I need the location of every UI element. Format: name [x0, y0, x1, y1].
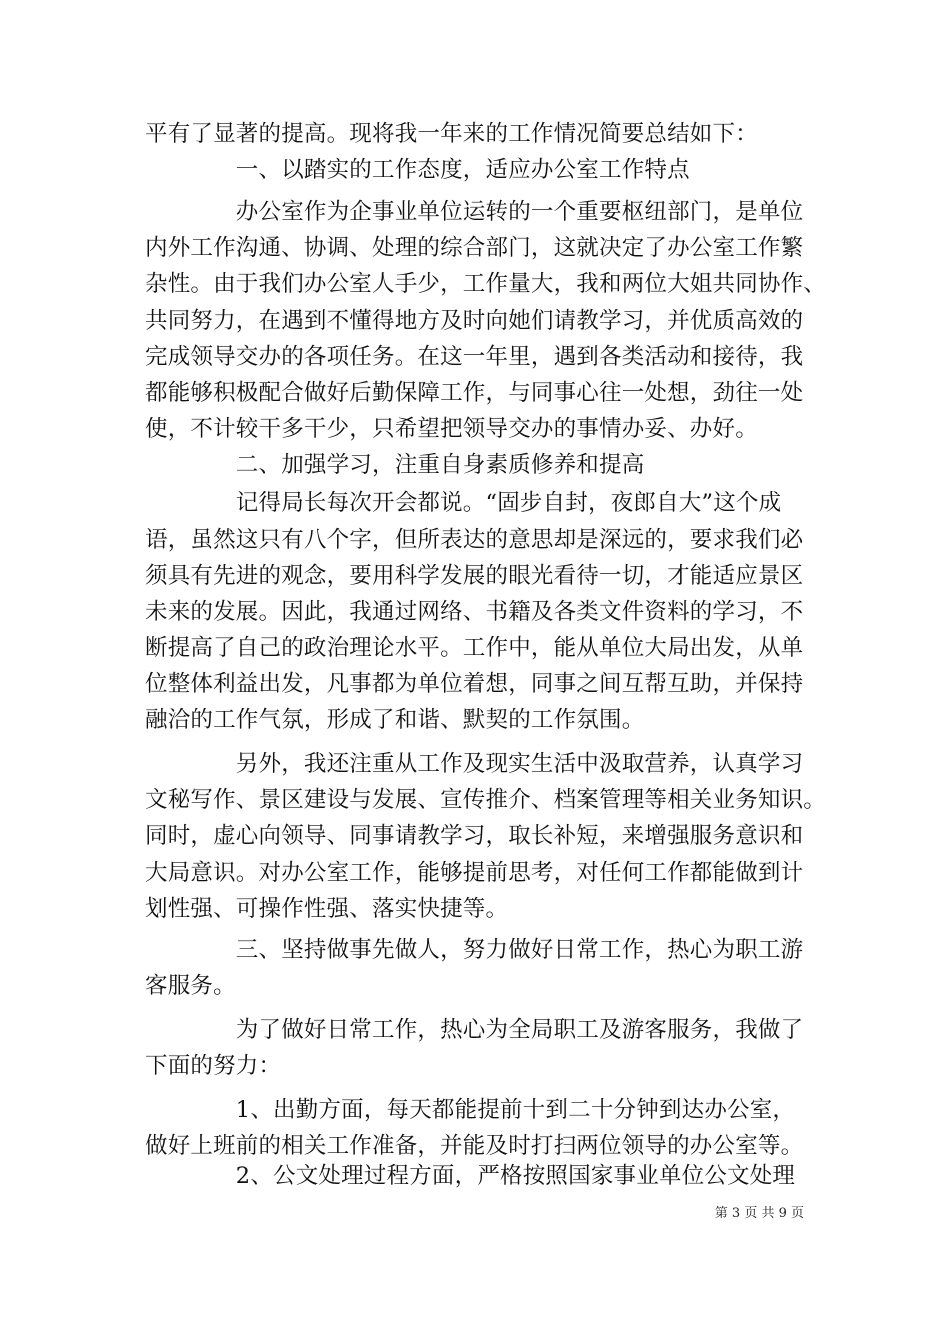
- text-line: 划性强、可操作性强、落实快捷等。: [145, 896, 509, 922]
- page-number: 第 3 页 共 9 页: [714, 1206, 804, 1221]
- text-line: 杂性。由于我们办公室人手少，工作量大，我和两位大姐共同协作、: [145, 271, 827, 297]
- text-line: 使，不计较干多干少，只希望把领导交办的事情办妥、办好。: [145, 416, 758, 442]
- text-line: 1、出勤方面，每天都能提前十到二十分钟到达办公室，: [145, 1097, 796, 1123]
- text-line: 为了做好日常工作，热心为全局职工及游客服务，我做了: [145, 1017, 804, 1043]
- text-line: 大局意识。对办公室工作，能够提前思考，对任何工作都能做到计: [145, 860, 804, 886]
- text-line: 2、公文处理过程方面，严格按照国家事业单位公文处理: [145, 1163, 796, 1189]
- text-line: 语，虽然这只有八个字，但所表达的意思却是深远的，要求我们必: [145, 527, 804, 553]
- text-line: 共同努力，在遇到不懂得地方及时向她们请教学习，并优质高效的: [145, 308, 804, 334]
- text-line: 做好上班前的相关工作准备，并能及时打扫两位领导的办公室等。: [145, 1133, 804, 1159]
- section-heading: 一、以踏实的工作态度，适应办公室工作特点: [145, 157, 690, 183]
- text-line: 内外工作沟通、协调、处理的综合部门，这就决定了办公室工作繁: [145, 235, 804, 261]
- text-line: 文秘写作、景区建设与发展、宣传推介、档案管理等相关业务知识。: [145, 787, 827, 813]
- text-line: 下面的努力：: [145, 1053, 282, 1079]
- text-line: 同时，虚心向领导、同事请教学习，取长补短，来增强服务意识和: [145, 823, 804, 849]
- text-line: 办公室作为企事业单位运转的一个重要枢纽部门，是单位: [145, 199, 804, 225]
- text-line: 都能够积极配合做好后勤保障工作，与同事心往一处想，劲往一处: [145, 380, 804, 406]
- section-heading: 三、坚持做事先做人，努力做好日常工作，热心为职工游: [145, 937, 804, 963]
- text-line: 位整体利益出发，凡事都为单位着想，同事之间互帮互助，并保持: [145, 671, 804, 697]
- text-line: 须具有先进的观念，要用科学发展的眼光看待一切，才能适应景区: [145, 563, 804, 589]
- text-line: 平有了显著的提高。现将我一年来的工作情况简要总结如下：: [145, 121, 758, 147]
- section-heading: 客服务。: [145, 973, 236, 999]
- text-line: 另外，我还注重从工作及现实生活中汲取营养，认真学习: [145, 751, 804, 777]
- text-line: 完成领导交办的各项任务。在这一年里，遇到各类活动和接待，我: [145, 344, 804, 370]
- text-line: 断提高了自己的政治理论水平。工作中，能从单位大局出发，从单: [145, 635, 804, 661]
- text-line: 记得局长每次开会都说。“固步自封，夜郎自大”这个成: [145, 490, 782, 516]
- text-line: 融洽的工作气氛，形成了和谐、默契的工作氛围。: [145, 707, 645, 733]
- section-heading: 二、加强学习，注重自身素质修养和提高: [145, 452, 645, 478]
- text-line: 未来的发展。因此，我通过网络、书籍及各类文件资料的学习，不: [145, 599, 804, 625]
